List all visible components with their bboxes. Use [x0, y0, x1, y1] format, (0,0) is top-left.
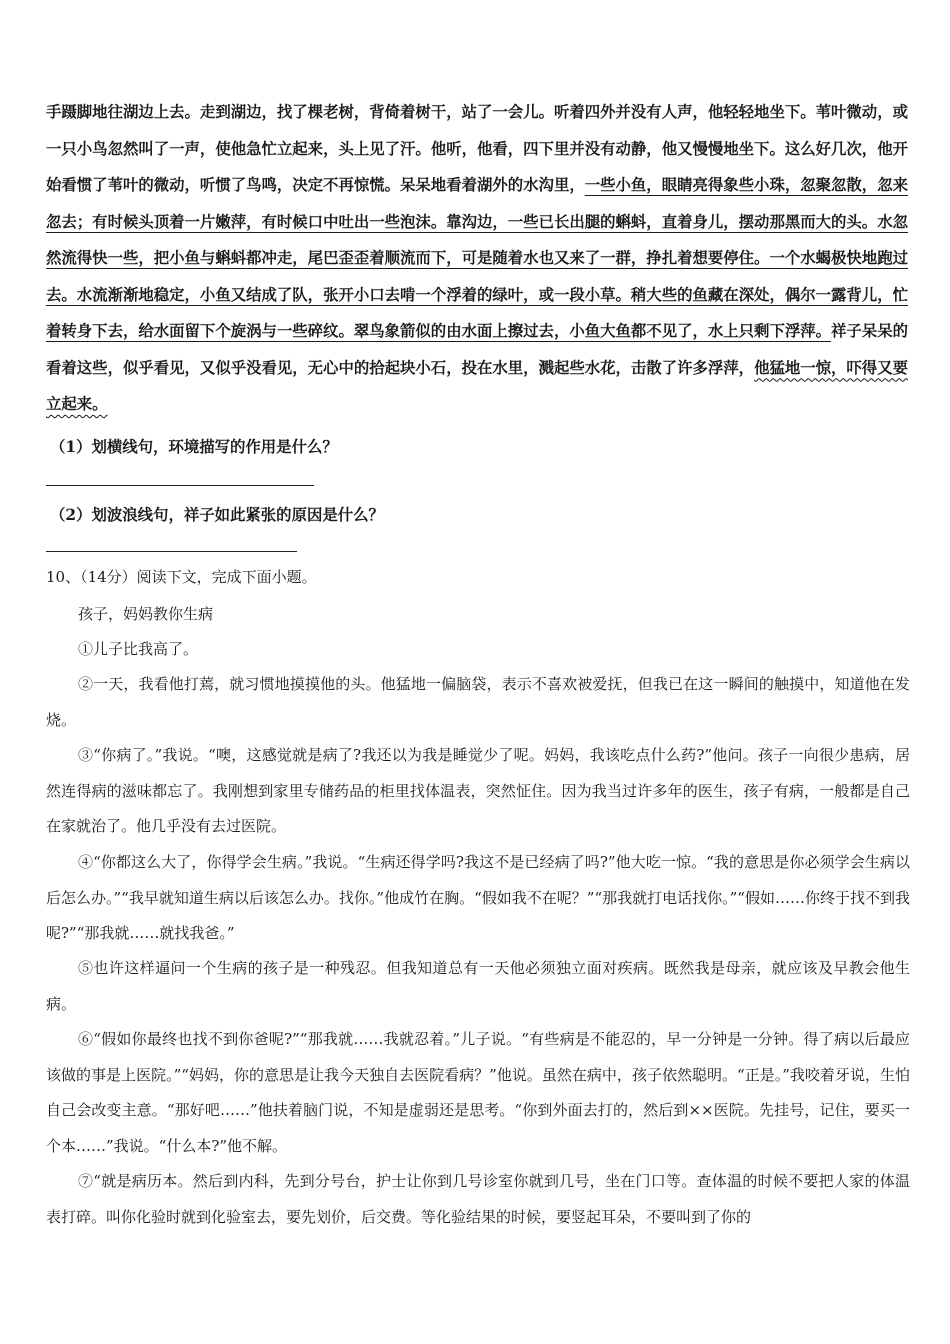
paragraph-5: ⑤也许这样逼问一个生病的孩子是一种残忍。但我知道总有一天他必须独立面对疾病。既然我是母亲，就应该及早教会他生病。 — [46, 959, 910, 1013]
paragraph-7: ⑦“就是病历本。然后到内科，先到分号台，护士让你到几号诊室你就到几号，坐在门口等。查体温的时候不要把人家的体温表打碎。叫你化验时就到化验室去，要先划价，后交费。等化验结果的时候，要竖起耳朵，不要叫到了你的 — [46, 1172, 910, 1226]
article-title: 孩子，妈妈教你生病 — [78, 605, 214, 623]
section-header: 10、（14分）阅读下文，完成下面小题。 — [46, 568, 317, 586]
question-1: （1）划横线句，环境描写的作用是什么？ — [50, 438, 338, 456]
underlined-sentence: 一些小鱼，眼睛亮得象些小珠，忽聚忽散，忽来忽去；有时候头顶着一片嫩萍，有时候口中吐出一些泡沫。靠沟边，一些已长出腿的蝌蚪，直着身儿，摆动那黑而大的头。水忽然流得快一些，把小鱼与蝌蚪都冲走，尾巴歪歪着顺流而下，可是随着水也又来了一群，挣扎着想要停住。一个水蝎极快地跑过去。水流渐渐地稳定，小鱼又结成了队，张开小口去啃一个浮着的绿叶，或一段小草。稍大些的鱼藏在深处，偶尔一露背儿，忙着转身下去，给水面留下个旋涡与一些碎纹。翠鸟象箭似的由水面上擦过去，小鱼大鱼都不见了，水上只剩下浮萍。 — [46, 176, 908, 340]
paragraph-3: ③“你病了。”我说。“噢，这感觉就是病了?我还以为我是睡觉少了呢。妈妈，我该吃点什么药?”他问。孩子一向很少患病，居然连得病的滋味都忘了。我刚想到家里专储药品的柜里找体温表，突然怔住。因为我当过许多年的医生，孩子有病，一般都是自己在家就治了。他几乎没有去过医院。 — [46, 746, 910, 835]
paragraph-4: ④“你都这么大了，你得学会生病。”我说。“生病还得学吗?我这不是已经病了吗?”他大吃一惊。“我的意思是你必须学会生病以后怎么办。”“我早就知道生病以后该怎么办。找你。”他成竹在胸。“假如我不在呢？”“那我就打电话找你。”“假如……你终于找不到我呢?”“那我就……就找我爸。” — [46, 853, 910, 942]
paragraph-6: ⑥“假如你最终也找不到你爸呢?”“那我就……我就忍着。”儿子说。“有些病是不能忍的，早一分钟是一分钟。得了病以后最应该做的事是上医院。”“妈妈，你的意思是让我今天独自去医院看病？”他说。虽然在病中，孩子依然聪明。“正是。”我咬着牙说，生怕自己会改变主意。“那好吧……”他扶着脑门说，不知是虚弱还是思考。“你到外面去打的，然后到××医院。先挂号，记住，要买一个本……”我说。“什么本?”他不解。 — [46, 1030, 910, 1155]
wavy-underlined-sentence: 他猛地一惊，吓得又要立起来。 — [46, 358, 908, 413]
paragraph-2: ②一天，我看他打蔫，就习惯地摸摸他的头。他猛地一偏脑袋，表示不喜欢被爱抚，但我已在这一瞬间的触摸中，知道他在发烧。 — [46, 675, 910, 729]
question-2: （2）划波浪线句，祥子如此紧张的原因是什么？ — [50, 506, 384, 524]
reading-passage — [46, 94, 908, 423]
paragraph-1: ①儿子比我高了。 — [78, 640, 199, 658]
passage-text: 手蹑脚地往湖边上去。走到湖边，找了棵老树，背倚着树干，站了一会儿。听着四外并没有人声，他轻轻地坐下。苇叶微动，或一只小鸟忽然叫了一声，使他急忙立起来，头上见了汗。他听，他看，四下里并没有动静，他又慢慢地坐下。这么好几次，他开始看惯了苇叶的微动，听惯了鸟鸣，决定不再惊慌。呆呆地看着湖外的水沟里， — [46, 103, 908, 194]
passage-text-2: 祥子呆呆的看着这些，似乎看见，又似乎没看见，无心中的拾起块小石，投在水里，溅起些水花，击散了许多浮萍， — [46, 322, 908, 377]
answer-line-1[interactable] — [46, 485, 314, 486]
answer-line-2[interactable] — [46, 551, 297, 552]
